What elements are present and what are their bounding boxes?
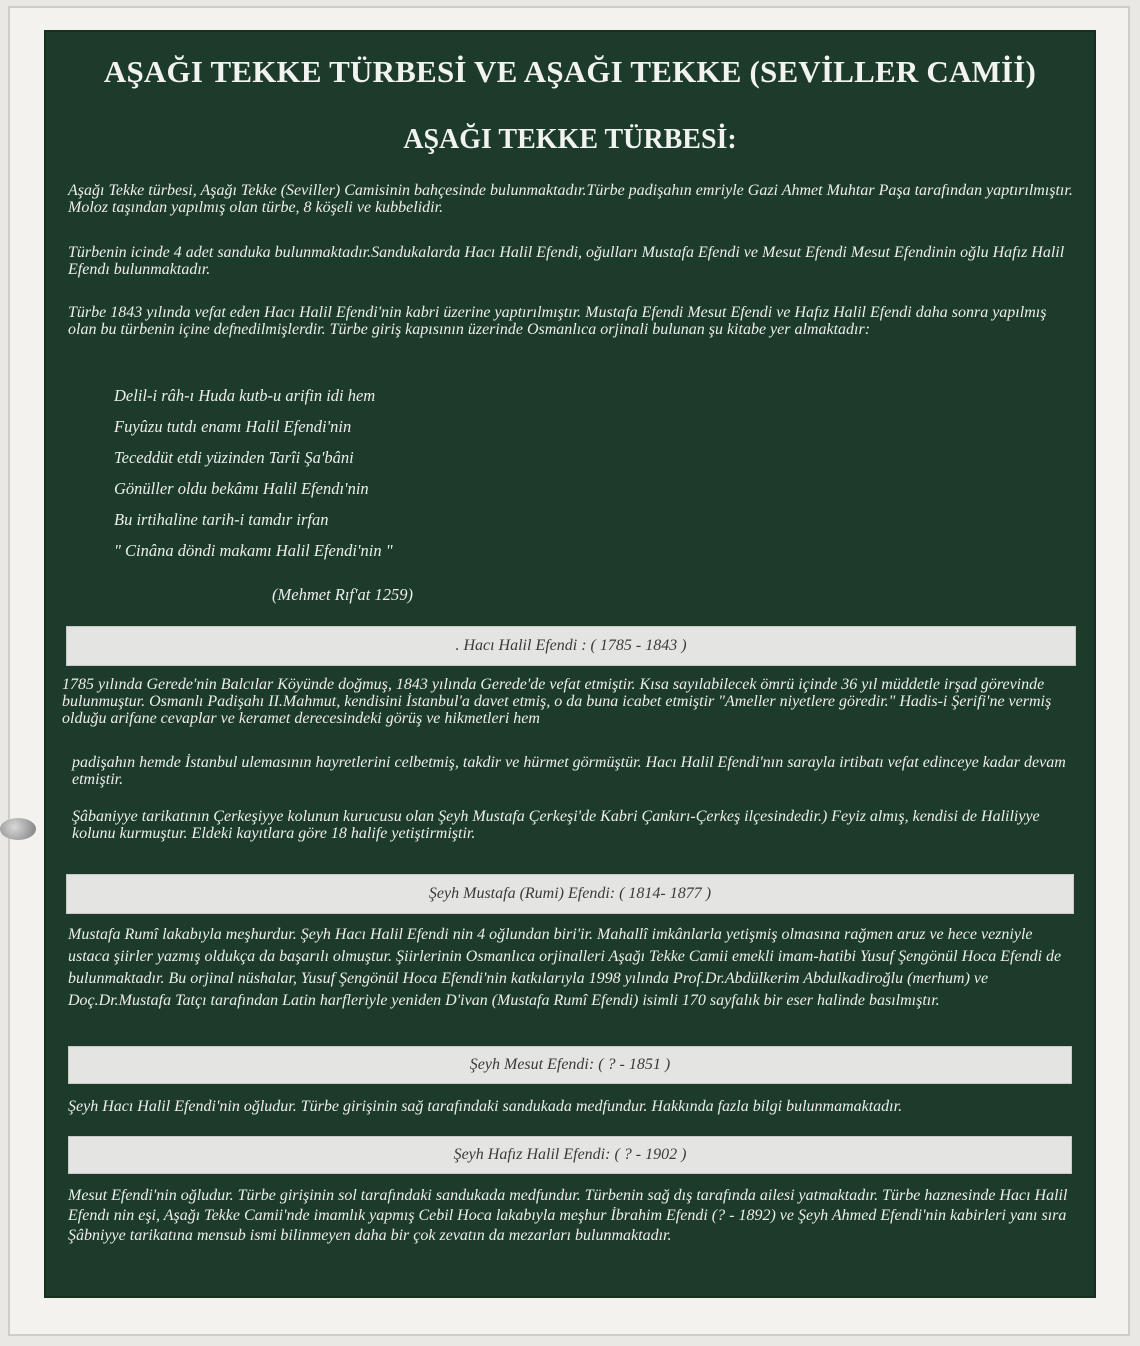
mounting-screw [0, 818, 36, 840]
inscription-poem [114, 386, 534, 572]
seyh-hafiz-halil-paragraph: Mesut Efendi'nin oğludur. Türbe girişinin sol tarafındaki sandukada medfundur. Türbenin sağ dış tarafında ailesi yatmaktadır. Türbe haznesinde Hacı Halil Efendı nin eşi, Aşağı Tekke Camii'nde imamlık yapmış Cebil Hoca lakabıyla meşhur İbrahim Efendi (? - 1892) ve Şeyh Ahmed Efendi'nin kabirleri yanı sıra Şâbniyye tarikatına mensub ismi bilinmeyen daha bir çok zevatın da mezarları bulunmaktadır. [68, 1187, 1068, 1244]
poem-line: " Cinâna döndi makamı Halil Efendi'nin " [114, 541, 393, 560]
poem-author: (Mehmet Rıf'at 1259) [272, 585, 413, 604]
poem-line: Teceddüt etdi yüzinden Tarîi Şa'bâni [114, 448, 354, 467]
intro-paragraph-1: Aşağı Tekke türbesi, Aşağı Tekke (Seviller) Camisinin bahçesinde bulunmaktadır.Türbe padişahın emriyle Gazi Ahmet Muhtar Paşa tarafından yaptırılmıştır. Moloz taşından yapılmış olan türbe, 8 köşeli ve kubbelidir. [68, 182, 1073, 216]
intro-paragraph-2: Türbenin icinde 4 adet sanduka bulunmaktadır.Sandukalarda Hacı Halil Efendi, oğulları Mustafa Efendi ve Mesut Efendi Mesut Efendinin oğlu Hafız Halil Efendı bulunmaktadır. [68, 244, 1065, 278]
poem-line: Fuyûzu tutdı enamı Halil Efendi'nin [114, 417, 352, 436]
section-heading-seyh-mustafa: Şeyh Mustafa (Rumi) Efendi: ( 1814- 1877 ) [66, 874, 1074, 914]
board-title: AŞAĞI TEKKE TÜRBESİ VE AŞAĞI TEKKE (SEVİLLER CAMİİ) [103, 54, 1037, 89]
section-heading-haci-halil: . Hacı Halil Efendi : ( 1785 - 1843 ) [66, 626, 1076, 666]
poem-line: Delil-i râh-ı Huda kutb-u arifin idi hem [114, 386, 376, 405]
seyh-mustafa-paragraph: Mustafa Rumî lakabıyla meşhurdur. Şeyh Hacı Halil Efendi nin 4 oğlundan biri'ir. Mahallî imkânlarla yetişmiş olmasına rağmen aruz ve hece vezniyle ustaca şiirler yazmış oldukça da başarılı olmuştur. Şiirlerinin Osmanlıca orjinalleri Aşağı Tekke Camii emekli imam-hatibi Yusuf Şengönül Hoca Efendi de bulunmaktadır. Bu orjinal nüshalar, Yusuf Şengönül Hoca Efendi'nin katkılarıyla 1998 yılında Prof.Dr.Abdülkerim Abdulkadiroğlu (merhum) ve Doç.Dr.Mustafa Tatçı tarafından Latin harfleriyle yeniden D'ivan (Mustafa Rumî Efendi) isimli 170 sayfalık bir eser halinde basılmıştır. [68, 926, 1062, 1009]
info-board [44, 30, 1096, 1298]
section-heading-seyh-hafiz-halil: Şeyh Hafız Halil Efendi: ( ? - 1902 ) [68, 1136, 1072, 1174]
intro-paragraph-3: Türbe 1843 yılında vefat eden Hacı Halil Efendi'nin kabri üzerine yaptırılmıştır. Mustafa Efendi Mesut Efendi ve Hafız Halil Efendi daha sonra yapılmış olan bu türbenin içine defnedilmişlerdir. Türbe giriş kapısının üzerinde Osmanlıca orjinali bulunan şu kitabe yer almaktadır: [68, 304, 1047, 338]
seyh-mesut-paragraph: Şeyh Hacı Halil Efendi'nin oğludur. Türbe girişinin sağ tarafındaki sandukada medfundur. Hakkında fazla bilgi bulunmamaktadır. [68, 1098, 903, 1115]
section-heading-seyh-mesut: Şeyh Mesut Efendi: ( ? - 1851 ) [68, 1046, 1072, 1084]
haci-halil-paragraph-1: 1785 yılında Gerede'nin Balcılar Köyünde doğmuş, 1843 yılında Gerede'de vefat etmiştir. Kısa sayılabilecek ömrü içinde 36 yıl müddetle irşad görevinde bulunmuştur. Osmanlı Padişahı II.Mahmut, kendisini İstanbul'a davet etmiş, o da buna icabet etmiştir "Ameller niyetlere göredir." Hadis-i Şerifi'ne vermiş olduğu arifane cevaplar ve keramet derecesindeki görüş ve hikmetleri hem [62, 676, 1052, 727]
poem-line: Bu irtihaline tarih-i tamdır irfan [114, 510, 329, 529]
section-title-turbe: AŞAĞI TEKKE TÜRBESİ: [403, 124, 737, 155]
haci-halil-paragraph-2: padişahın hemde İstanbul ulemasının hayretlerini celbetmiş, takdir ve hürmet görmüştür. Hacı Halil Efendi'nın sarayla irtibatı vefat edinceye kadar devam etmiştir. [72, 754, 1066, 788]
haci-halil-paragraph-3: Şâbaniyye tarikatının Çerkeşiyye kolunun kurucusu olan Şeyh Mustafa Çerkeşi'de Kabri Çankırı-Çerkeş ilçesindedir.) Feyiz almış, kendisi de Haliliyye kolunu kurmuştur. Eldeki kayıtlara göre 18 halife yetiştirmiştir. [72, 808, 1040, 842]
poem-line: Gönüller oldu bekâmı Halil Efendı'nin [114, 479, 369, 498]
